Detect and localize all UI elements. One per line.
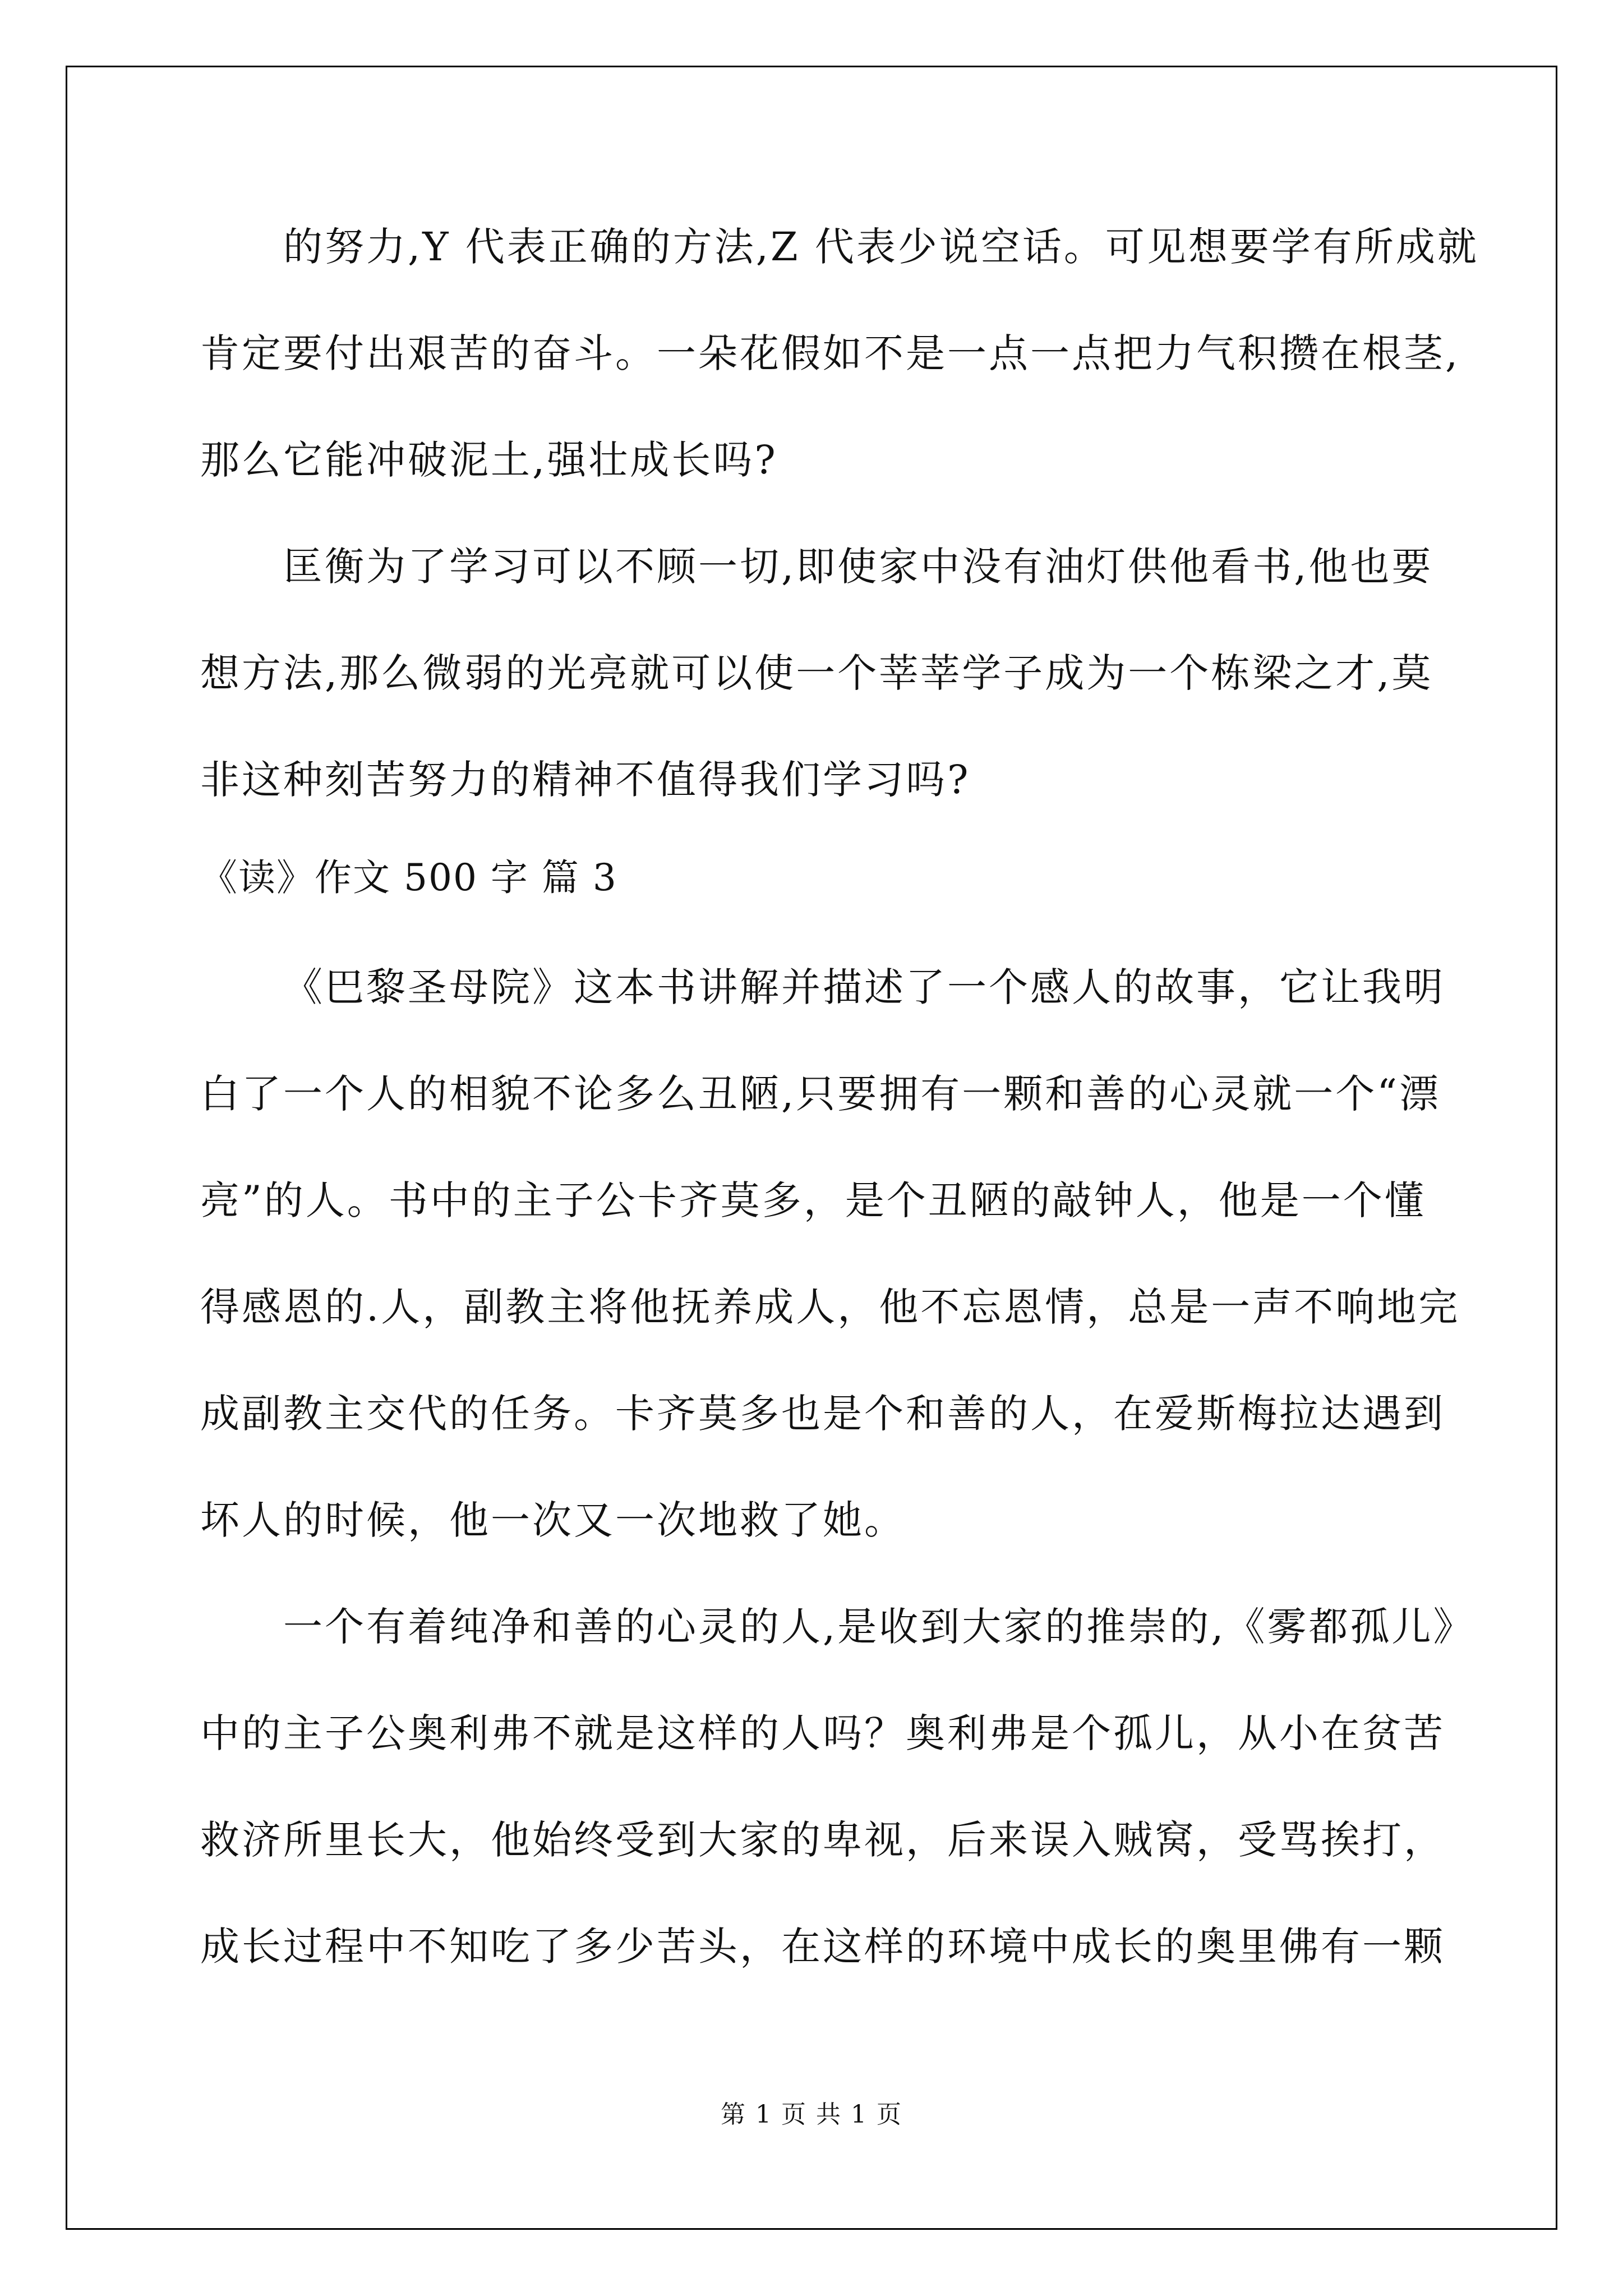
paragraph-line-9: 白了一个人的相貌不论多么丑陋,只要拥有一颗和善的心灵就一个“漂 bbox=[200, 1071, 1441, 1117]
paragraph-line-17: 成长过程中不知吃了多少苦头，在这样的环境中成长的奥里佛有一颗 bbox=[200, 1924, 1445, 1970]
paragraph-line-14: 一个有着纯净和善的心灵的人,是收到大家的推崇的,《雾都孤儿》 bbox=[283, 1604, 1475, 1650]
paragraph-line-5: 想方法,那么微弱的光亮就可以使一个莘莘学子成为一个栋梁之才,莫 bbox=[200, 650, 1433, 696]
paragraph-line-13: 坏人的时候，他一次又一次地救了她。 bbox=[200, 1497, 906, 1543]
paragraph-line-11: 得感恩的.人，副教主将他抚养成人，他不忘恩情，总是一声不响地完 bbox=[200, 1284, 1460, 1330]
paragraph-line-16: 救济所里长大，他始终受到大家的卑视，后来误入贼窝，受骂挨打， bbox=[200, 1817, 1445, 1863]
page-border bbox=[66, 66, 1557, 2230]
section-heading: 《读》作文 500 字 篇 3 bbox=[200, 856, 617, 899]
paragraph-line-6: 非这种刻苦努力的精神不值得我们学习吗? bbox=[200, 757, 971, 803]
paragraph-line-15: 中的主子公奥利弗不就是这样的人吗？奥利弗是个孤儿，从小在贫苦 bbox=[200, 1710, 1445, 1756]
paragraph-line-8: 《巴黎圣母院》这本书讲解并描述了一个感人的故事，它让我明 bbox=[283, 964, 1445, 1010]
paragraph-line-12: 成副教主交代的任务。卡齐莫多也是个和善的人，在爱斯梅拉达遇到 bbox=[200, 1391, 1445, 1437]
page-footer: 第 1 页 共 1 页 bbox=[721, 2100, 902, 2129]
paragraph-line-3: 那么它能冲破泥土,强壮成长吗? bbox=[200, 437, 778, 483]
paragraph-line-4: 匡衡为了学习可以不顾一切,即使家中没有油灯供他看书,他也要 bbox=[283, 544, 1433, 590]
paragraph-line-1: 的努力,Y 代表正确的方法,Z 代表少说空话。可见想要学有所成就 bbox=[283, 224, 1479, 270]
paragraph-line-10: 亮”的人。书中的主子公卡齐莫多，是个丑陋的敲钟人，他是一个懂 bbox=[200, 1177, 1426, 1223]
paragraph-line-2: 肯定要付出艰苦的奋斗。一朵花假如不是一点一点把力气积攒在根茎, bbox=[200, 330, 1460, 376]
